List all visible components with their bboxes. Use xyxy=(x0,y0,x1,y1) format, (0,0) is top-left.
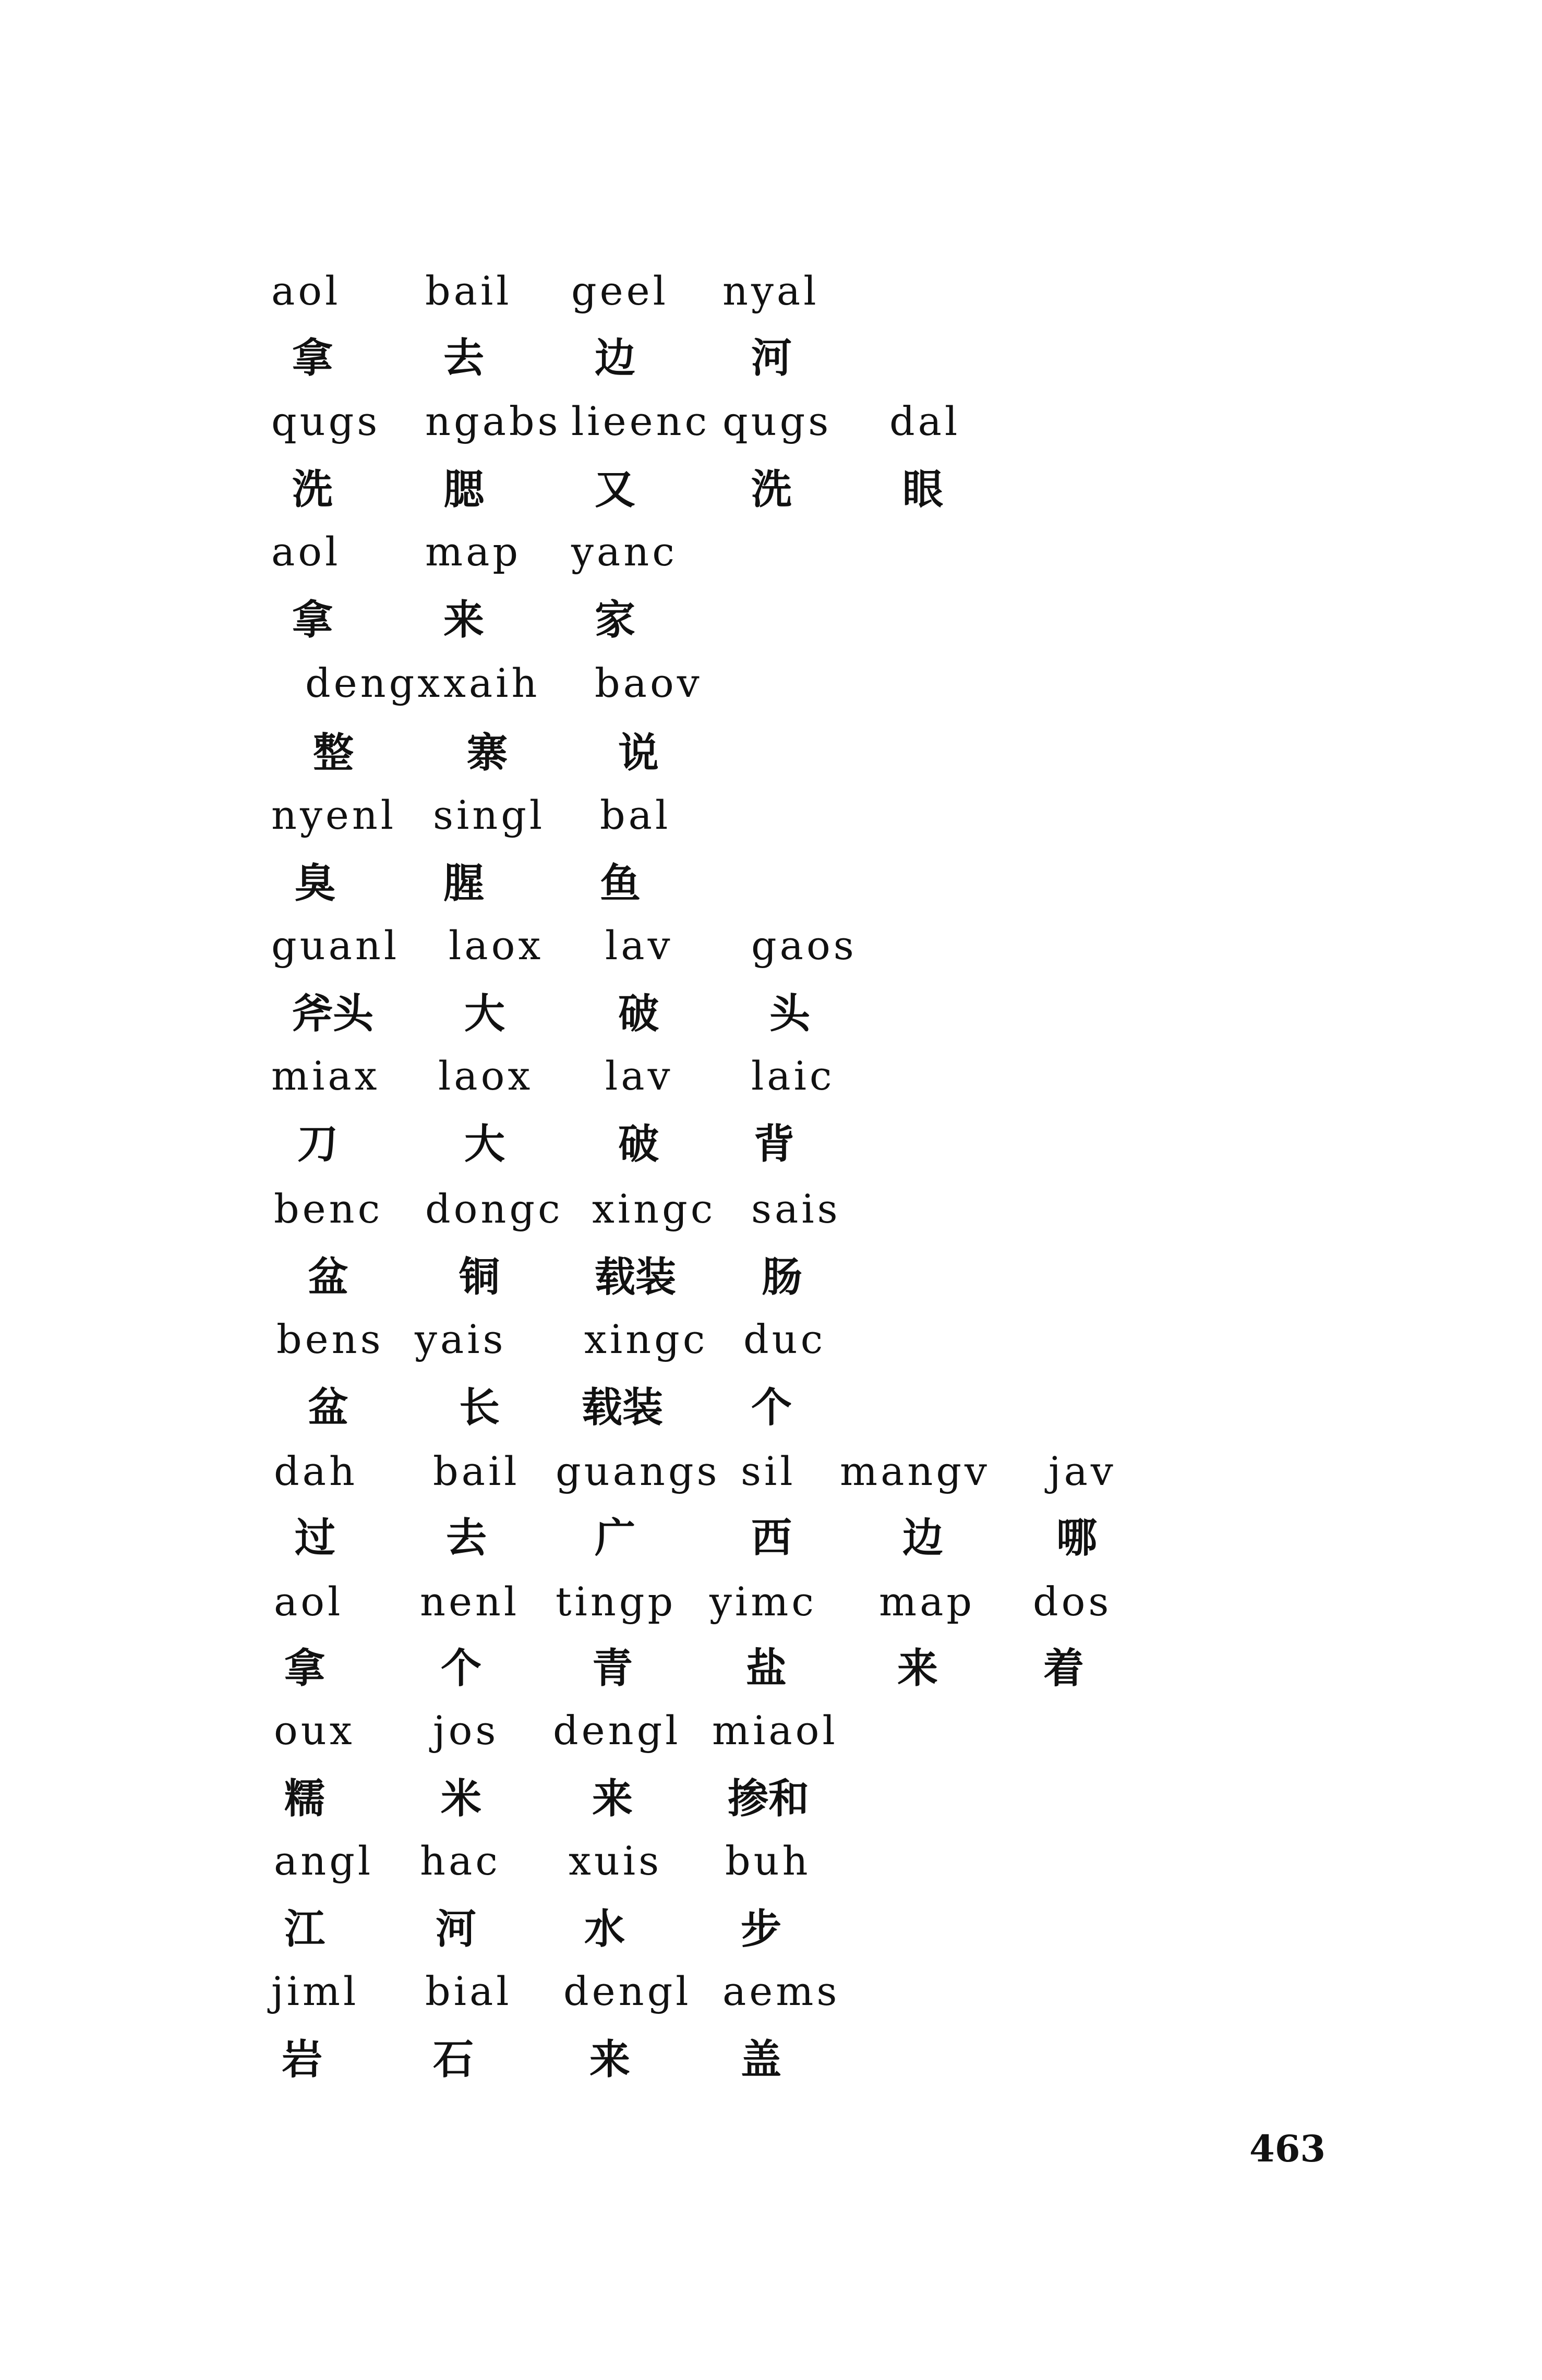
romanized-word: lav xyxy=(605,922,673,969)
chinese-gloss-word: 水 xyxy=(584,1906,625,1953)
romanized-word: buh xyxy=(725,1838,811,1884)
chinese-gloss-word: 破 xyxy=(618,1121,659,1168)
chinese-gloss-word: 盖 xyxy=(741,2036,782,2083)
chinese-gloss-word: 青 xyxy=(592,1645,633,1692)
chinese-gloss-word: 来 xyxy=(443,597,485,644)
chinese-gloss-word: 来 xyxy=(897,1645,938,1692)
chinese-gloss-word: 边 xyxy=(902,1515,944,1562)
chinese-gloss-line xyxy=(0,2036,1542,2123)
chinese-gloss-word: 大 xyxy=(464,990,505,1037)
romanized-word: bens xyxy=(276,1316,384,1362)
romanized-word: gaos xyxy=(751,922,857,969)
romanized-word: xaih xyxy=(443,660,540,706)
romanized-word: nenl xyxy=(420,1578,520,1625)
romanized-word: benc xyxy=(274,1186,383,1232)
chinese-gloss-word: 去 xyxy=(443,335,485,382)
chinese-gloss-word: 寨 xyxy=(467,730,508,777)
romanized-word: aol xyxy=(271,268,341,314)
chinese-gloss-word: 去 xyxy=(446,1515,487,1562)
romanized-word: dah xyxy=(274,1448,358,1494)
romanized-word: jiml xyxy=(271,1968,359,2014)
chinese-gloss-word: 洗 xyxy=(292,466,333,513)
romanized-word: xingc xyxy=(592,1186,716,1232)
romanized-word: bail xyxy=(425,268,512,314)
romanized-word: angl xyxy=(274,1838,374,1884)
chinese-gloss-word: 石 xyxy=(433,2036,474,2083)
romanized-word: nyal xyxy=(722,268,820,314)
chinese-gloss-word: 肠 xyxy=(762,1254,803,1301)
romanized-word: laox xyxy=(449,922,544,969)
romanized-word: laic xyxy=(751,1053,835,1099)
romanized-word: lav xyxy=(605,1053,673,1099)
romanized-word: miaol xyxy=(712,1707,838,1754)
chinese-gloss-word: 拿 xyxy=(284,1645,326,1692)
romanized-word: dengx xyxy=(305,660,443,706)
chinese-gloss-word: 腥 xyxy=(443,860,485,907)
chinese-gloss-word: 拿 xyxy=(292,335,333,382)
chinese-gloss-word: 掺和 xyxy=(728,1775,810,1822)
chinese-gloss-word: 个 xyxy=(441,1645,482,1692)
chinese-gloss-word: 破 xyxy=(618,990,659,1037)
romanized-word: yais xyxy=(415,1316,507,1362)
chinese-gloss-word: 头 xyxy=(769,990,811,1037)
chinese-gloss-word: 大 xyxy=(464,1121,505,1168)
romanized-word: yimc xyxy=(709,1578,817,1625)
chinese-gloss-word: 着 xyxy=(1043,1645,1085,1692)
chinese-gloss-word: 盆 xyxy=(308,1384,349,1431)
romanized-word: singl xyxy=(433,792,546,838)
romanized-word: oux xyxy=(274,1707,355,1754)
chinese-gloss-word: 盐 xyxy=(746,1645,787,1692)
chinese-gloss-word: 哪 xyxy=(1056,1515,1098,1562)
romanized-word: sais xyxy=(751,1186,841,1232)
romanized-word: map xyxy=(425,528,522,575)
romanized-word: qugs xyxy=(722,398,832,444)
romanized-word: bail xyxy=(433,1448,520,1494)
romanized-word: dos xyxy=(1033,1578,1112,1625)
chinese-gloss-word: 铜 xyxy=(459,1254,500,1301)
romanized-word: nyenl xyxy=(271,792,397,838)
chinese-gloss-word: 腮 xyxy=(443,466,485,513)
chinese-gloss-word: 家 xyxy=(595,597,636,644)
romanized-word: dal xyxy=(889,398,961,444)
chinese-gloss-word: 个 xyxy=(751,1384,792,1431)
romanized-word: guangs xyxy=(556,1448,720,1494)
chinese-gloss-word: 鱼 xyxy=(600,860,641,907)
chinese-gloss-word: 整 xyxy=(313,730,354,777)
romanized-word: tingp xyxy=(556,1578,677,1625)
chinese-gloss-word: 江 xyxy=(284,1906,326,1953)
romanized-word: miax xyxy=(271,1053,380,1099)
chinese-gloss-word: 糯 xyxy=(284,1775,326,1822)
romanized-word: aol xyxy=(274,1578,344,1625)
chinese-gloss-word: 刀 xyxy=(297,1121,339,1168)
romanized-word: map xyxy=(879,1578,975,1625)
romanized-word: aems xyxy=(722,1968,840,2014)
chinese-gloss-word: 说 xyxy=(618,730,659,777)
chinese-gloss-word: 长 xyxy=(459,1384,500,1431)
chinese-gloss-word: 载装 xyxy=(595,1254,677,1301)
chinese-gloss-word: 过 xyxy=(295,1515,336,1562)
romanized-word: dongc xyxy=(425,1186,563,1232)
chinese-gloss-word: 拿 xyxy=(292,597,333,644)
chinese-gloss-word: 广 xyxy=(595,1515,636,1562)
romanized-word: bial xyxy=(425,1968,512,2014)
romanized-word: laox xyxy=(438,1053,534,1099)
chinese-gloss-word: 背 xyxy=(754,1121,795,1168)
romanized-word: baov xyxy=(595,660,703,706)
romanized-word: ngabs xyxy=(425,398,561,444)
romanized-word: xuis xyxy=(569,1838,662,1884)
chinese-gloss-word: 盆 xyxy=(308,1254,349,1301)
romanized-word: duc xyxy=(743,1316,826,1362)
romanized-word: jos xyxy=(433,1707,499,1754)
chinese-gloss-word: 眼 xyxy=(902,466,944,513)
chinese-gloss-word: 岩 xyxy=(282,2036,323,2083)
chinese-gloss-word: 步 xyxy=(741,1906,782,1953)
chinese-gloss-word: 边 xyxy=(595,335,636,382)
chinese-gloss-word: 米 xyxy=(441,1775,482,1822)
romanized-word: jav xyxy=(1049,1448,1116,1494)
romanized-word: dengl xyxy=(553,1707,681,1754)
romanized-word: aol xyxy=(271,528,341,575)
chinese-gloss-word: 来 xyxy=(592,1775,633,1822)
chinese-gloss-word: 臭 xyxy=(295,860,336,907)
romanized-word: bal xyxy=(600,792,671,838)
chinese-gloss-word: 载装 xyxy=(582,1384,664,1431)
romanized-word: geel xyxy=(571,268,669,314)
romanized-word: hac xyxy=(420,1838,501,1884)
chinese-gloss-word: 西 xyxy=(751,1515,792,1562)
chinese-gloss-word: 河 xyxy=(436,1906,477,1953)
chinese-gloss-word: 又 xyxy=(595,466,636,513)
chinese-gloss-word: 来 xyxy=(589,2036,631,2083)
romanized-word: yanc xyxy=(571,528,678,575)
romanized-word: xingc xyxy=(584,1316,708,1362)
romanized-word: dengl xyxy=(563,1968,692,2014)
chinese-gloss-word: 河 xyxy=(751,335,792,382)
romanized-word: sil xyxy=(741,1448,796,1494)
page-number: 463 xyxy=(1249,2127,1326,2170)
romanized-word: mangv xyxy=(840,1448,990,1494)
romanized-word: lieenc xyxy=(571,398,710,444)
romanized-word: guanl xyxy=(271,922,400,969)
chinese-gloss-word: 洗 xyxy=(751,466,792,513)
romanized-word: qugs xyxy=(271,398,381,444)
chinese-gloss-word: 斧头 xyxy=(292,990,374,1037)
